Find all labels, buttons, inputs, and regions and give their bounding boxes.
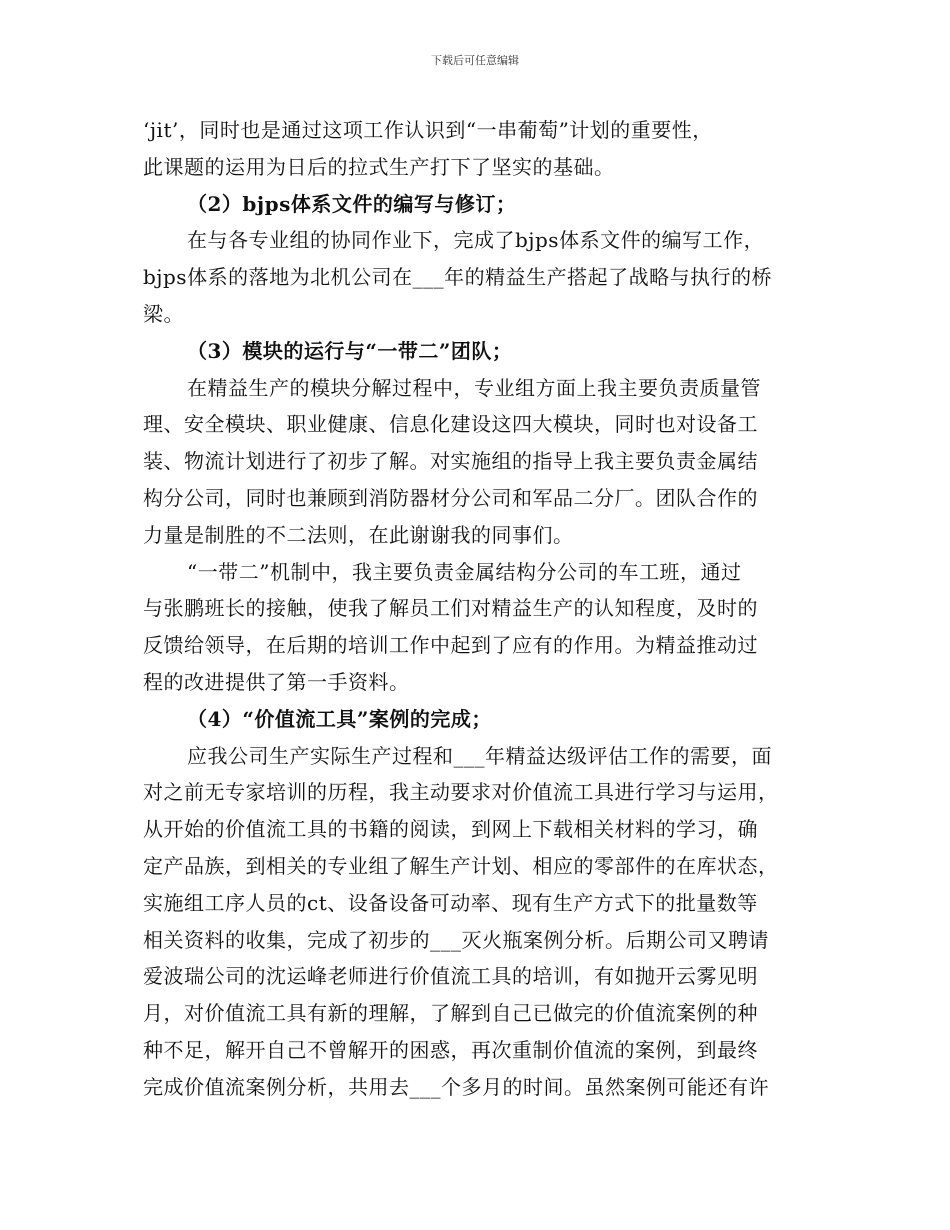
- text-line: 爱波瑞公司的沈运峰老师进行价值流工具的培训，有如抛开云雾见明: [143, 964, 758, 989]
- text-line: 在与各专业组的协同作业下，完成了bjps体系文件的编写工作，: [187, 228, 765, 253]
- text-line: 理、安全模块、职业健康、信息化建设这四大模块，同时也对设备工: [143, 412, 758, 437]
- text-line: 装、物流计划进行了初步了解。对实施组的指导上我主要负责金属结: [143, 449, 758, 474]
- text-line: 反馈给领导，在后期的培训工作中起到了应有的作用。为精益推动过: [143, 633, 758, 658]
- text-line: 在精益生产的模块分解过程中，专业组方面上我主要负责质量管: [187, 375, 761, 400]
- text-line: 与张鹏班长的接触，使我了解员工们对精益生产的认知程度，及时的: [143, 596, 758, 621]
- text-line: 程的改进提供了第一手资料。: [143, 669, 410, 694]
- text-line: 对之前无专家培训的历程，我主动要求对价值流工具进行学习与运用，: [143, 780, 779, 805]
- text-line: bjps体系的落地为北机公司在___年的精益生产搭起了战略与执行的桥: [143, 265, 773, 290]
- text-line: 定产品族，到相关的专业组了解生产计划、相应的零部件的在库状态，: [143, 853, 779, 878]
- text-line: 种不足，解开自己不曾解开的困惑，再次重制价值流的案例，到最终: [143, 1037, 758, 1062]
- document-body: [143, 112, 807, 1106]
- text-line: 月，对价值流工具有新的理解，了解到自己已做完的价值流案例的种: [143, 1001, 758, 1026]
- text-line: 应我公司生产实际生产过程和___年精益达级评估工作的需要，面: [187, 743, 772, 768]
- text-line: 从开始的价值流工具的书籍的阅读，到网上下载相关材料的学习，确: [143, 817, 758, 842]
- text-line: “一带二”机制中，我主要负责金属结构分公司的车工班，通过: [187, 559, 742, 584]
- text-line: 相关资料的收集，完成了初步的___灭火瓶案例分析。后期公司又聘请: [143, 927, 769, 952]
- text-line: 此课题的运用为日后的拉式生产打下了坚实的基础。: [143, 154, 615, 179]
- text-line: 实施组工序人员的ct、设备设备可动率、现有生产方式下的批量数等: [143, 890, 758, 915]
- text-line: 力量是制胜的不二法则，在此谢谢我的同事们。: [143, 522, 574, 547]
- page-header: 下载后可任意编辑: [431, 54, 519, 67]
- section-heading: （2）bjps体系文件的编写与修订；: [187, 191, 517, 216]
- text-line: 梁。: [143, 301, 184, 326]
- text-line: 构分公司，同时也兼顾到消防器材分公司和军品二分厂。团队合作的: [143, 485, 758, 510]
- section-heading: （4）“价值流工具”案例的完成；: [187, 706, 492, 731]
- text-line: 完成价值流案例分析，共用去___个多月的时间。虽然案例可能还有许: [143, 1074, 769, 1099]
- section-heading: （3）模块的运行与“一带二”团队；: [187, 338, 513, 363]
- text-line: ‘jit’，同时也是通过这项工作认识到“一串葡萄”计划的重要性，: [143, 118, 713, 142]
